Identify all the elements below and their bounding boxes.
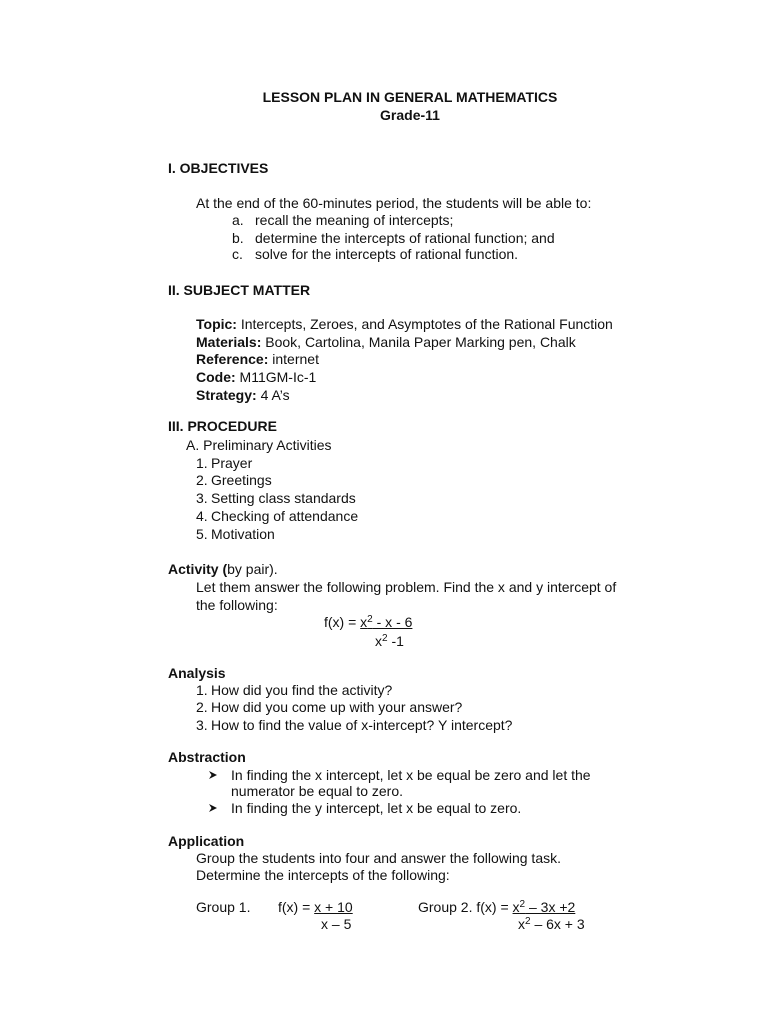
code-value: M11GM-Ic-1: [235, 369, 317, 385]
group2-numerator-rest: – 3x +2: [525, 899, 576, 915]
activity-label-rest: by pair).: [227, 561, 278, 577]
abstraction-item: In finding the y intercept, let x be equal to zero.: [231, 800, 522, 816]
objective-marker: c.: [232, 246, 243, 262]
materials-label: Materials:: [196, 334, 262, 350]
reference-value: internet: [268, 351, 319, 367]
denominator-rest: -1: [387, 633, 404, 649]
strategy-line: [196, 386, 290, 404]
preliminary-activities-heading: A. Preliminary Activities: [186, 437, 332, 453]
procedure-marker: 4.: [196, 508, 208, 524]
objectives-intro: At the end of the 60-minutes period, the students will be able to:: [196, 195, 592, 211]
objective-marker: a.: [232, 212, 244, 228]
function-numerator: [360, 614, 412, 630]
arrow-bullet-icon: [208, 766, 218, 784]
objective-item: recall the meaning of intercepts;: [255, 212, 454, 228]
activity-function: [324, 613, 412, 631]
procedure-item: Prayer: [211, 455, 253, 471]
subject-matter-heading: II. SUBJECT MATTER: [168, 282, 311, 298]
procedure-marker: 5.: [196, 526, 208, 542]
code-label: Code:: [196, 369, 236, 385]
grade-label: Grade-11: [380, 107, 440, 123]
analysis-marker: 3.: [196, 717, 208, 733]
procedure-item: Greetings: [211, 472, 272, 488]
application-heading: Application: [168, 833, 245, 849]
objective-item: determine the intercepts of rational function; and: [255, 230, 555, 246]
numerator-x: x: [360, 614, 368, 630]
analysis-item: How did you find the activity?: [211, 682, 393, 698]
group1-numerator: x + 10: [314, 899, 353, 915]
topic-line: [196, 315, 613, 333]
strategy-value: 4 A’s: [256, 387, 290, 403]
analysis-item: How did you come up with your answer?: [211, 699, 463, 715]
code-line: [196, 368, 316, 386]
numerator-rest: - x - 6: [372, 614, 413, 630]
group2-function: [418, 898, 575, 916]
group2-numerator: [513, 899, 576, 915]
group2-denominator-exponent: 2: [525, 916, 531, 927]
reference-label: Reference:: [196, 351, 269, 367]
abstraction-item-line2: numerator be equal to zero.: [231, 783, 403, 799]
application-instruction-line2: Determine the intercepts of the following:: [196, 867, 450, 883]
analysis-item: How to find the value of x-intercept? Y intercept?: [211, 717, 513, 733]
document-title: LESSON PLAN IN GENERAL MATHEMATICS: [262, 89, 558, 105]
procedure-marker: 1.: [196, 455, 208, 471]
materials-value: Book, Cartolina, Manila Paper Marking pen, Chalk: [261, 334, 576, 350]
group2-numerator-exponent: 2: [519, 899, 526, 910]
group2-numerator-x: x: [512, 899, 520, 915]
procedure-heading: III. PROCEDURE: [168, 418, 277, 434]
arrow-bullet-icon: [208, 799, 218, 817]
application-instruction-line1: Group the students into four and answer the following task.: [196, 850, 561, 866]
procedure-marker: 2.: [196, 472, 208, 488]
denominator-exponent: 2: [382, 633, 388, 644]
activity-instruction-line2: the following:: [196, 597, 278, 613]
group2-label: Group 2. f(x) =: [418, 899, 513, 915]
group1-function: [278, 898, 353, 916]
activity-label: Activity (: [168, 561, 228, 577]
procedure-marker: 3.: [196, 490, 208, 506]
materials-line: [196, 333, 576, 351]
function-denominator: [375, 632, 404, 650]
abstraction-heading: Abstraction: [168, 749, 246, 765]
procedure-item: Setting class standards: [211, 490, 356, 506]
analysis-marker: 1.: [196, 682, 208, 698]
procedure-item: Checking of attendance: [211, 508, 359, 524]
group2-denominator-rest: – 6x + 3: [530, 916, 585, 932]
activity-heading: [168, 560, 278, 578]
objectives-heading: I. OBJECTIVES: [168, 160, 269, 176]
abstraction-item-line1: In finding the x intercept, let x be equal be zero and let the: [231, 767, 591, 783]
procedure-item: Motivation: [211, 526, 275, 542]
numerator-exponent: 2: [367, 614, 373, 625]
reference-line: [196, 350, 319, 368]
topic-label: Topic:: [196, 316, 237, 332]
denominator-x: x: [375, 633, 382, 649]
group2-denominator-x: x: [518, 916, 525, 932]
objective-marker: b.: [232, 230, 244, 246]
topic-value: Intercepts, Zeroes, and Asymptotes of the Rational Function: [236, 316, 613, 332]
function-label: f(x) =: [324, 614, 361, 630]
group2-denominator: [518, 915, 585, 933]
group1-denominator: x – 5: [321, 916, 352, 932]
activity-instruction-line1: Let them answer the following problem. Find the x and y intercept of: [196, 579, 617, 595]
analysis-heading: Analysis: [168, 665, 226, 681]
strategy-label: Strategy:: [196, 387, 257, 403]
objective-item: solve for the intercepts of rational function.: [255, 246, 519, 262]
group1-label: Group 1.: [196, 899, 251, 915]
analysis-marker: 2.: [196, 699, 208, 715]
group1-function-label: f(x) =: [278, 899, 315, 915]
